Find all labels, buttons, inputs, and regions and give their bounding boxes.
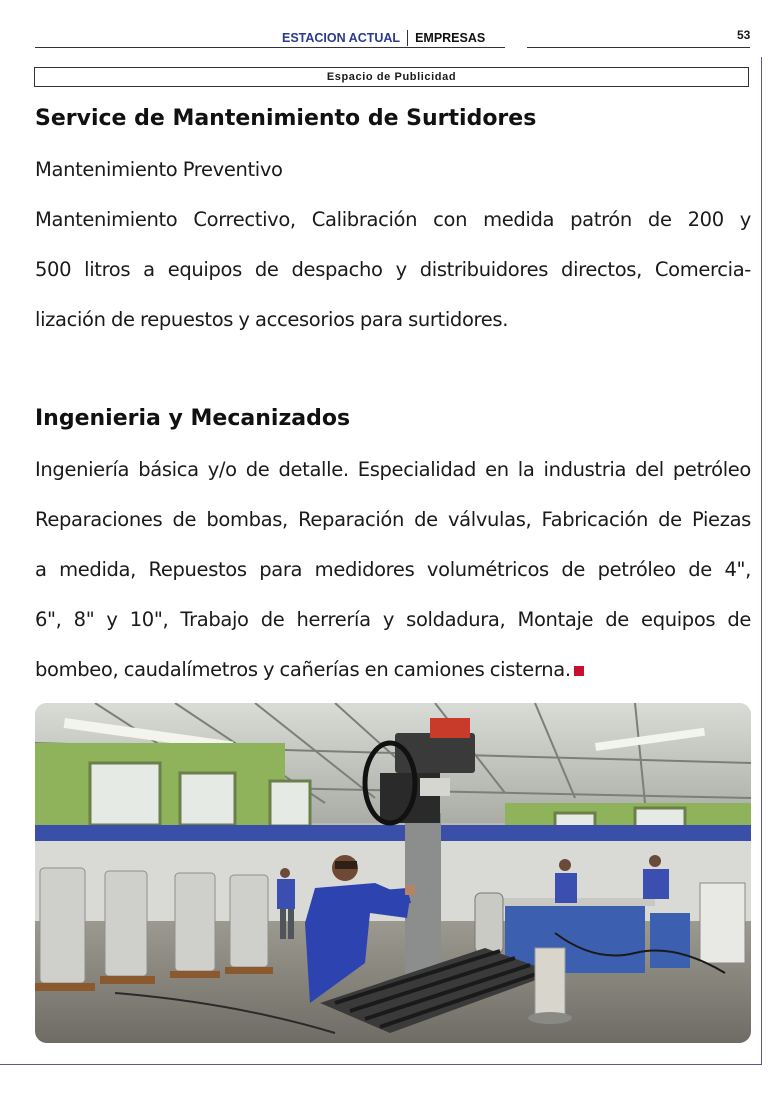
header-divider [407,30,408,46]
body-line: 500 litros a equipos de despacho y distribuidores directos, Comercia- [35,258,751,281]
section-heading-service: Service de Mantenimiento de Surtidores [35,106,537,131]
body-line: Reparaciones de bombas, Reparación de válvulas, Fabricación de Piezas [35,508,751,531]
body-line: lización de repuestos y accesorios para surtidores. [35,308,509,331]
body-line-text: bombeo, caudalímetros y cañerías en camiones cisterna. [35,658,571,681]
header-section: ESTACION ACTUAL [282,31,401,45]
body-line-last [35,645,751,695]
body-line: Ingeniería básica y/o de detalle. Especialidad en la industria del petróleo [35,458,751,481]
section-heading-ingenieria: Ingenieria y Mecanizados [35,406,351,431]
ad-space-box: Espacio de Publicidad [34,67,749,87]
section-body-service [35,145,751,345]
body-line: 6", 8" y 10", Trabajo de herrería y soldadura, Montaje de equipos de [35,608,751,631]
body-line: Mantenimiento Correctivo, Calibración con medida patrón de 200 y [35,208,751,231]
running-header [282,30,485,46]
end-of-article-mark [574,666,584,676]
workshop-photo [35,703,751,1043]
header-rule-left [35,47,505,48]
page-number: 53 [737,28,751,42]
header-rule-right [527,47,750,48]
body-line: a medida, Repuestos para medidores volumétricos de petróleo de 4", [35,558,751,581]
body-line: Mantenimiento Preventivo [35,158,283,181]
header-category: EMPRESAS [415,31,486,45]
section-body-ingenieria [35,445,751,695]
